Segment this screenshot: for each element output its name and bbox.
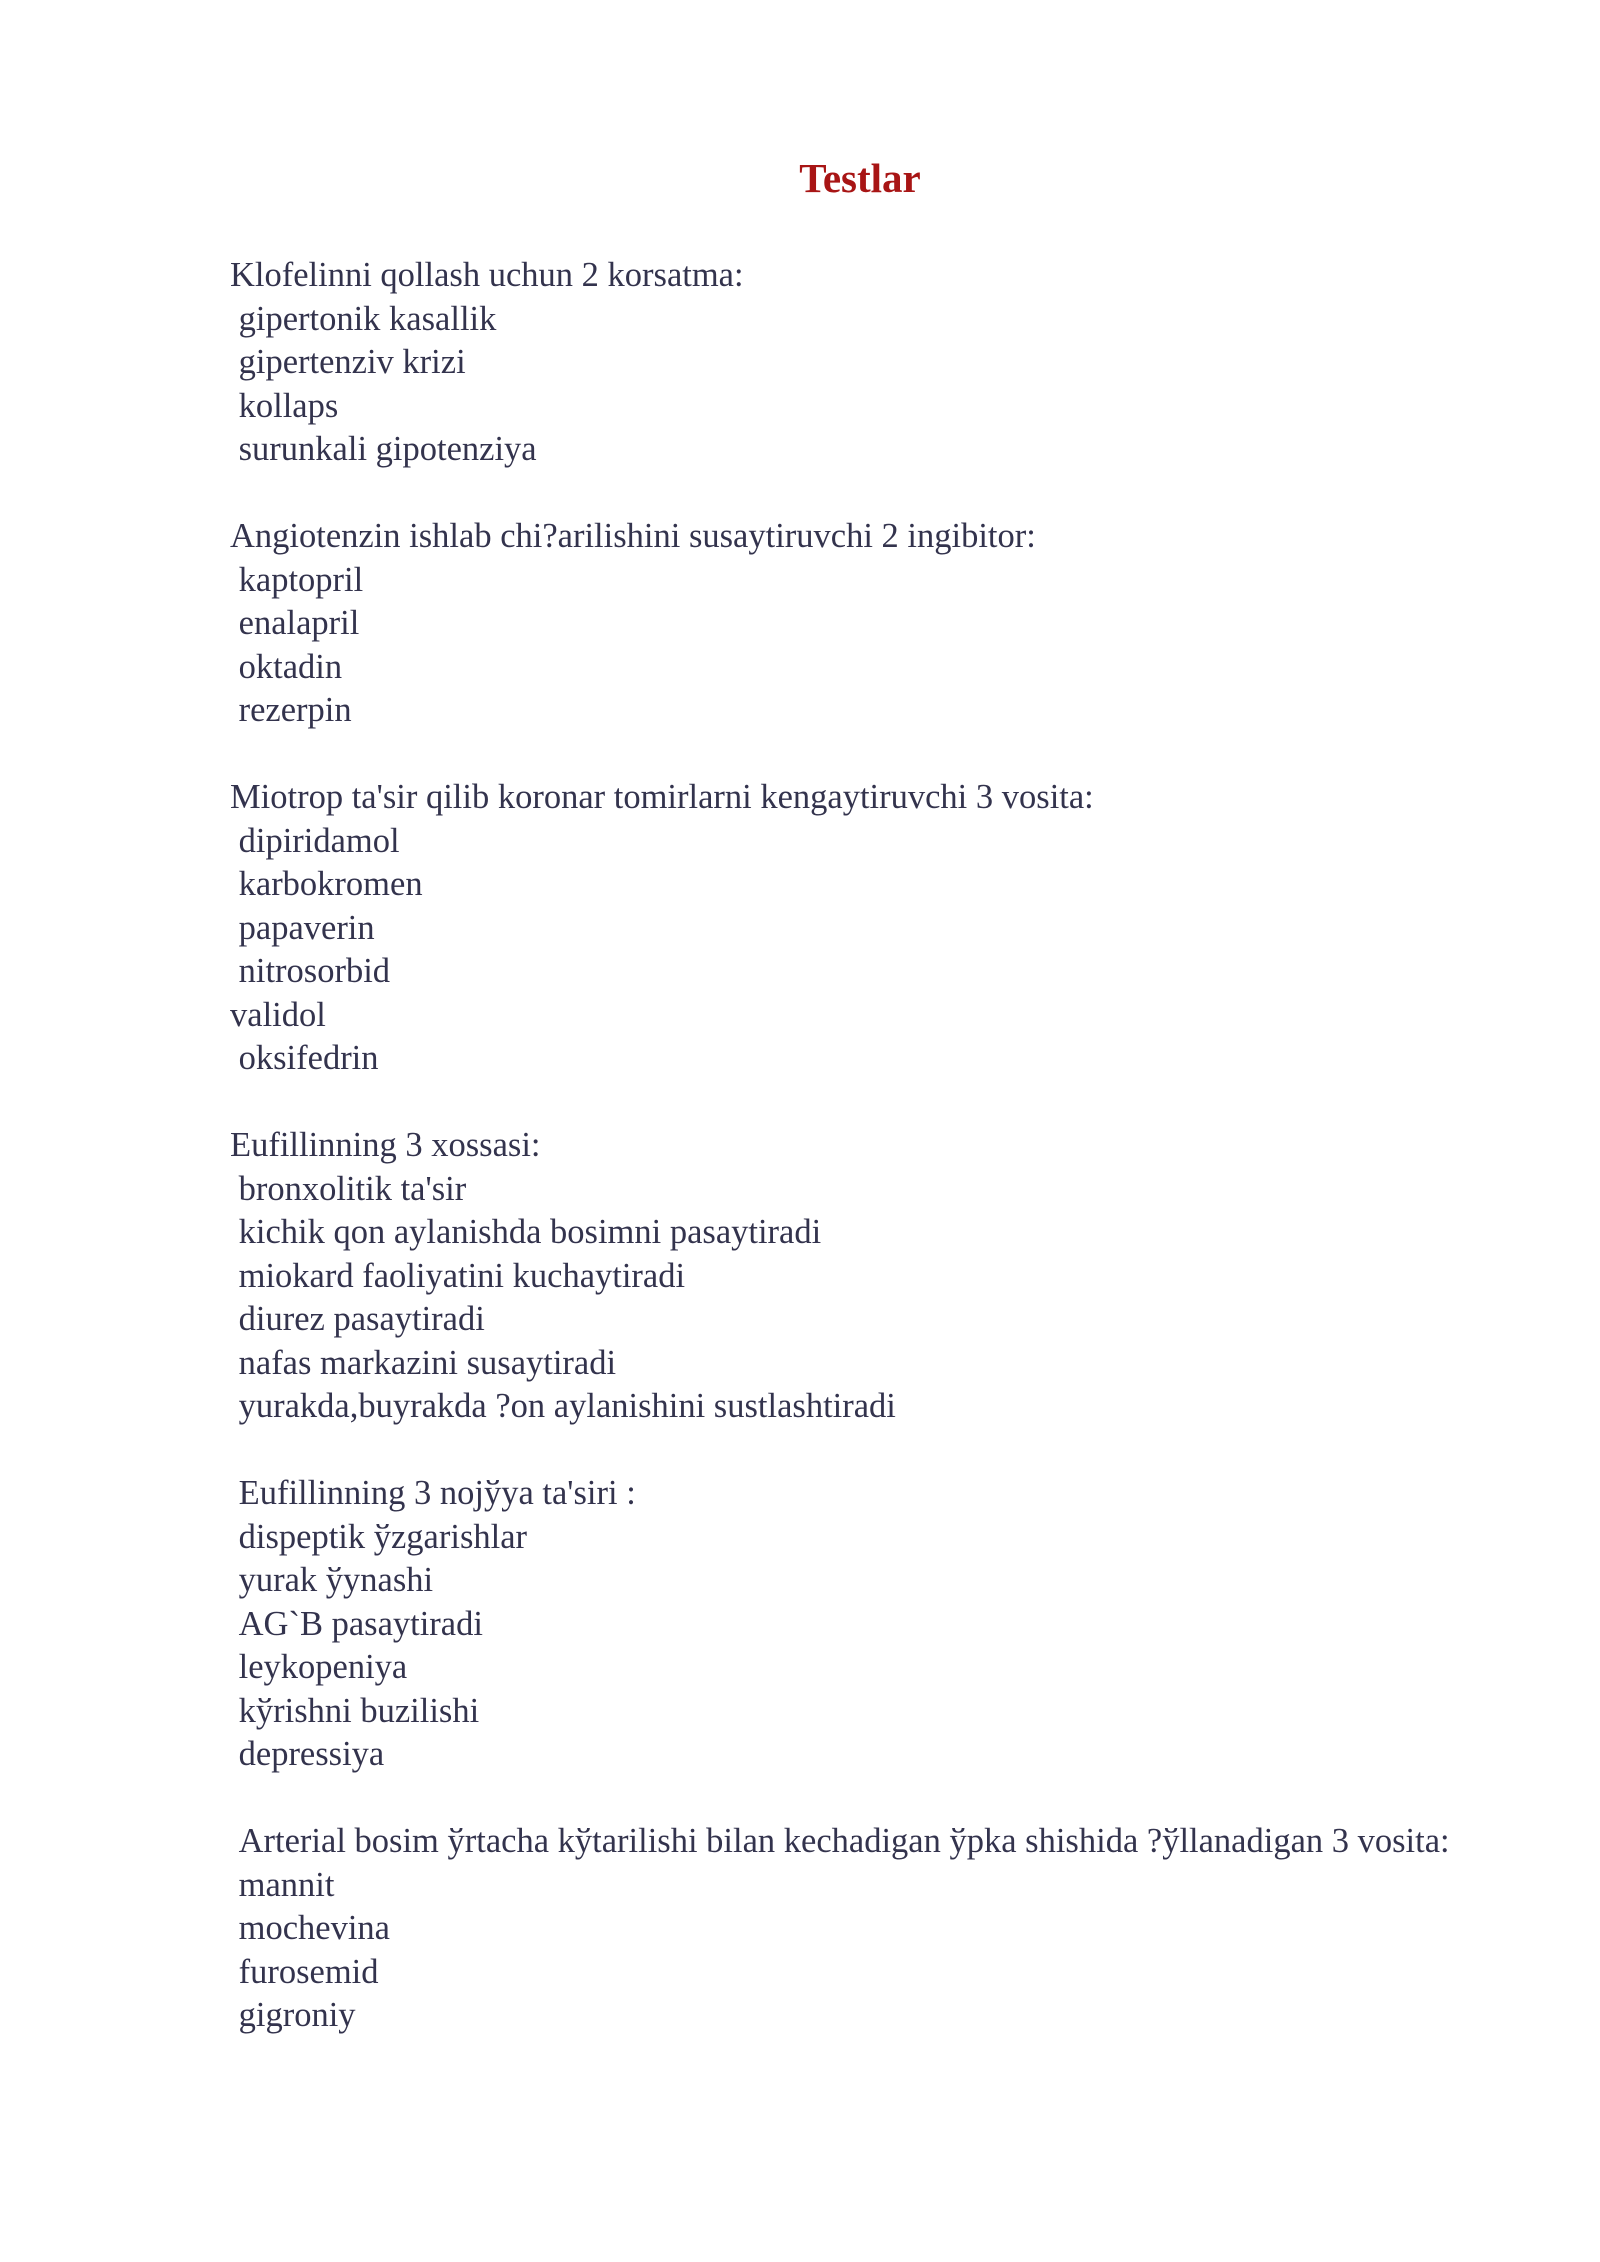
question-5 — [230, 1472, 1480, 1777]
answer-option: furosemid — [230, 1952, 379, 1991]
answer-option: yurakda,buyrakda ?on aylanishini sustlashtiradi — [230, 1387, 896, 1425]
answer-option: nafas markazini susaytiradi — [230, 1343, 617, 1382]
answer-option: rezerpin — [230, 691, 352, 729]
question-prompt: Arterial bosim ўrtacha kўtarilishi bilan kechadigan ўpka shishida ?ўllanadigan 3 vosita: — [230, 1822, 1450, 1860]
answer-option: surunkali gipotenziya — [230, 430, 537, 468]
answer-option: validol — [230, 995, 326, 1034]
answer-option: oksifedrin — [230, 1039, 379, 1077]
page-title: Testlar — [799, 155, 921, 201]
answer-option: nitrosorbid — [230, 952, 391, 990]
answer-option: bronxolitik ta'sir — [230, 1169, 467, 1208]
question-prompt: Angiotenzin ishlab chi?arilishini susaytiruvchi 2 ingibitor: — [230, 517, 1036, 555]
answer-option: kollaps — [230, 386, 339, 425]
answer-option: gipertenziv krizi — [230, 343, 466, 381]
question-3 — [230, 776, 1480, 1081]
answer-option: yurak ўynashi — [230, 1561, 434, 1599]
question-prompt: Klofelinni qollash uchun 2 korsatma: — [230, 256, 744, 294]
question-6 — [230, 1820, 1480, 2038]
test-list — [230, 254, 1480, 2081]
answer-option: dispeptik ўzgarishlar — [230, 1517, 528, 1556]
answer-option: kўrishni buzilishi — [230, 1691, 480, 1730]
question-4 — [230, 1124, 1480, 1429]
question-prompt: Miotrop ta'sir qilib koronar tomirlarni kengaytiruvchi 3 vosita: — [230, 778, 1094, 816]
answer-option: leykopeniya — [230, 1648, 408, 1686]
answer-option: depressiya — [230, 1735, 385, 1773]
answer-option: mochevina — [230, 1909, 390, 1947]
question-prompt: Eufillinning 3 xossasi: — [230, 1126, 541, 1164]
answer-option: gigroniy — [230, 1996, 356, 2034]
answer-option: kichik qon aylanishda bosimni pasaytiradi — [230, 1213, 822, 1251]
answer-option: enalapril — [230, 604, 360, 642]
question-prompt: Eufillinning 3 nojўya ta'siri : — [230, 1474, 636, 1512]
answer-option: dipiridamol — [230, 821, 400, 860]
answer-option: kaptopril — [230, 560, 364, 599]
answer-option: mannit — [230, 1865, 335, 1904]
answer-option: papaverin — [230, 908, 375, 947]
answer-option: diurez pasaytiradi — [230, 1300, 485, 1338]
answer-option: miokard faoliyatini kuchaytiradi — [230, 1256, 686, 1295]
answer-option: oktadin — [230, 647, 343, 686]
question-2 — [230, 515, 1480, 733]
answer-option: AG`B pasaytiradi — [230, 1604, 483, 1643]
answer-option: karbokromen — [230, 865, 423, 903]
answer-option: gipertonik kasallik — [230, 299, 497, 338]
question-1 — [230, 254, 1480, 472]
